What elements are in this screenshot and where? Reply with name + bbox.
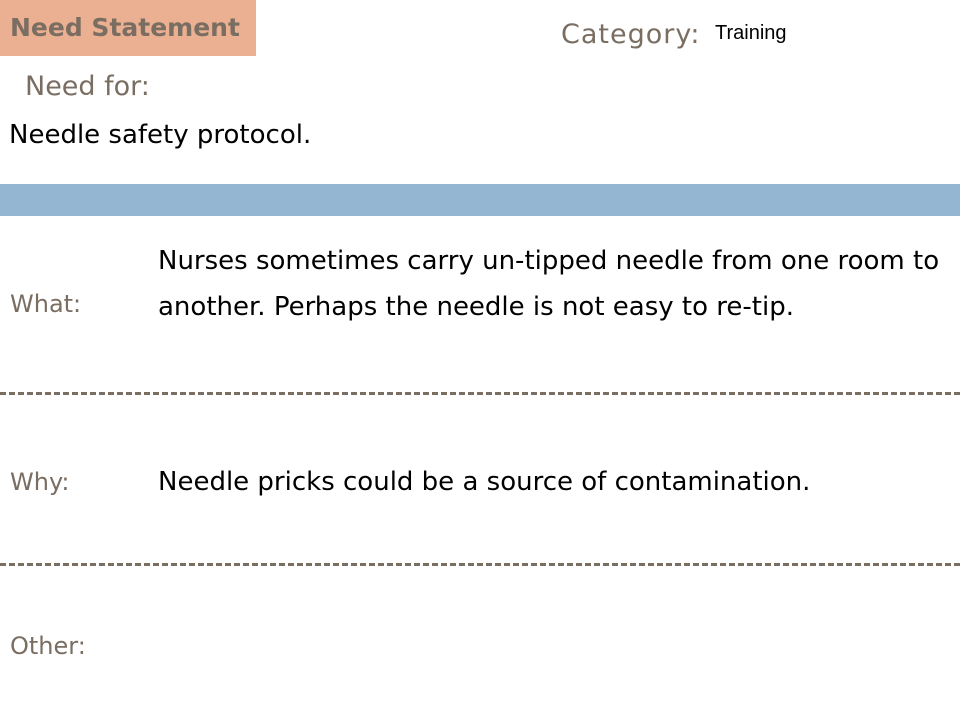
page-title: Need Statement: [10, 13, 240, 42]
section-divider-bar: [0, 184, 960, 216]
why-label: Why:: [10, 468, 70, 496]
dashed-divider: [0, 392, 960, 395]
why-value: Needle pricks could be a source of contamination.: [158, 467, 811, 497]
category-value: Training: [715, 22, 787, 44]
what-label: What:: [10, 290, 82, 318]
need-for-value: Needle safety protocol.: [9, 120, 312, 150]
what-value: Nurses sometimes carry un-tipped needle from one room to another. Perhaps the needle is not easy to re-tip.: [158, 246, 940, 322]
category-label: Category:: [561, 19, 701, 50]
need-for-label: Need for:: [25, 71, 150, 102]
need-statement-title: [0, 0, 256, 56]
other-label: Other:: [10, 632, 86, 660]
dashed-divider: [0, 563, 960, 566]
